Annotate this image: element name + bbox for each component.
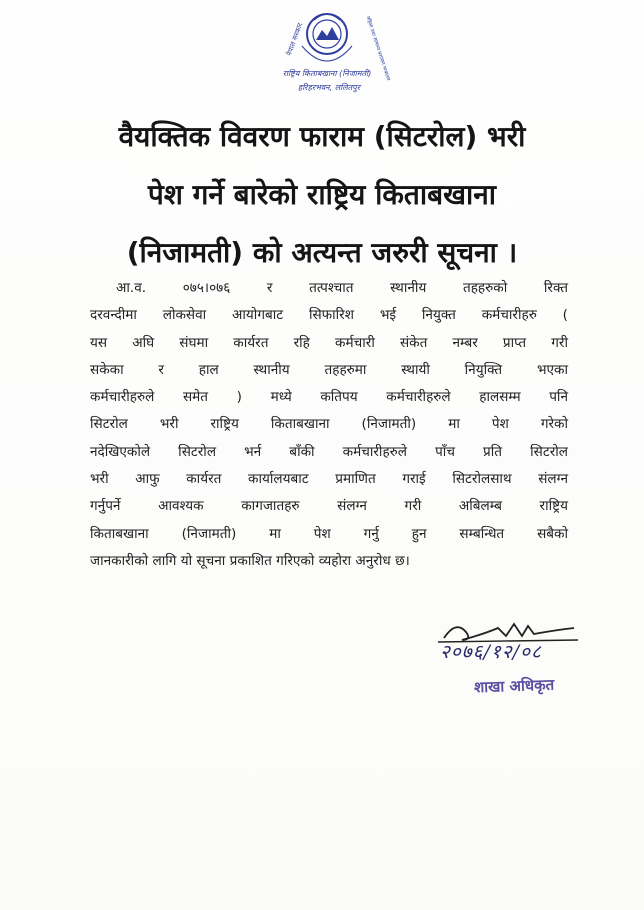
body-line: सकेका र हाल स्थानीय तहहरुमा स्थायी नियुक्ति भएका bbox=[90, 361, 568, 378]
emblem-line2: हरिहरभवन, ललितपुर bbox=[297, 83, 361, 92]
emblem-ring-right: महिला तथा सामान्य प्रशासन मन्त्रालय bbox=[364, 15, 391, 82]
emblem-ring-left: नेपाल सरकार bbox=[285, 21, 305, 57]
title-line: (निजामती) को अत्यन्त जरुरी सूचना । bbox=[126, 236, 518, 269]
body-line: सिटरोल भरी राष्ट्रिय किताबखाना (निजामती) मा पेश गरेको bbox=[90, 416, 568, 433]
emblem-line1: राष्ट्रिय किताबखाना (निजामती) bbox=[282, 69, 372, 78]
body-line: किताबखाना (निजामती) मा पेश गर्नु हुन सम्बन्धित सबैको bbox=[90, 525, 568, 542]
body-line: नदेखिएकोले सिटरोल भर्न बाँकी कर्मचारीहरुले पाँच प्रति सिटरोल bbox=[90, 443, 568, 460]
body-line: आ.व. ०७५।०७६ र तत्पश्चात स्थानीय तहहरुको रिक्त bbox=[116, 280, 568, 296]
body-line: यस अघि संघमा कार्यरत रहि कर्मचारी संकेत नम्बर प्राप्त गरी bbox=[90, 334, 568, 351]
government-emblem-icon bbox=[272, 6, 391, 98]
title-line: पेश गर्ने बारेको राष्ट्रिय किताबखाना bbox=[147, 178, 497, 211]
body-line: दरवन्दीमा लोकसेवा आयोगबाट सिफारिश भई नियुक्त कर्मचारीहरु ( bbox=[90, 307, 568, 324]
notice-title bbox=[40, 108, 604, 282]
title-line: वैयक्तिक विवरण फाराम (सिटरोल) भरी bbox=[118, 120, 526, 153]
body-line: कर्मचारीहरुले समेत ) मध्ये कतिपय कर्मचारीहरुले हालसम्म पनि bbox=[90, 389, 568, 406]
officer-stamp: शाखा अधिकृत bbox=[473, 675, 555, 697]
body-line: भरी आफु कार्यरत कार्यालयबाट प्रमाणित गराई सिटरोलसाथ संलग्न bbox=[90, 471, 568, 488]
notice-body bbox=[90, 275, 568, 575]
signature-date: २०७६/१२/०८ bbox=[440, 641, 542, 663]
body-line: गर्नुपर्ने आवश्यक कागजातहरु संलग्न गरी अबिलम्ब राष्ट्रिय bbox=[90, 498, 568, 515]
body-line: जानकारीको लागि यो सूचना प्रकाशित गरिएको व्यहोरा अनुरोध छ। bbox=[90, 552, 410, 569]
